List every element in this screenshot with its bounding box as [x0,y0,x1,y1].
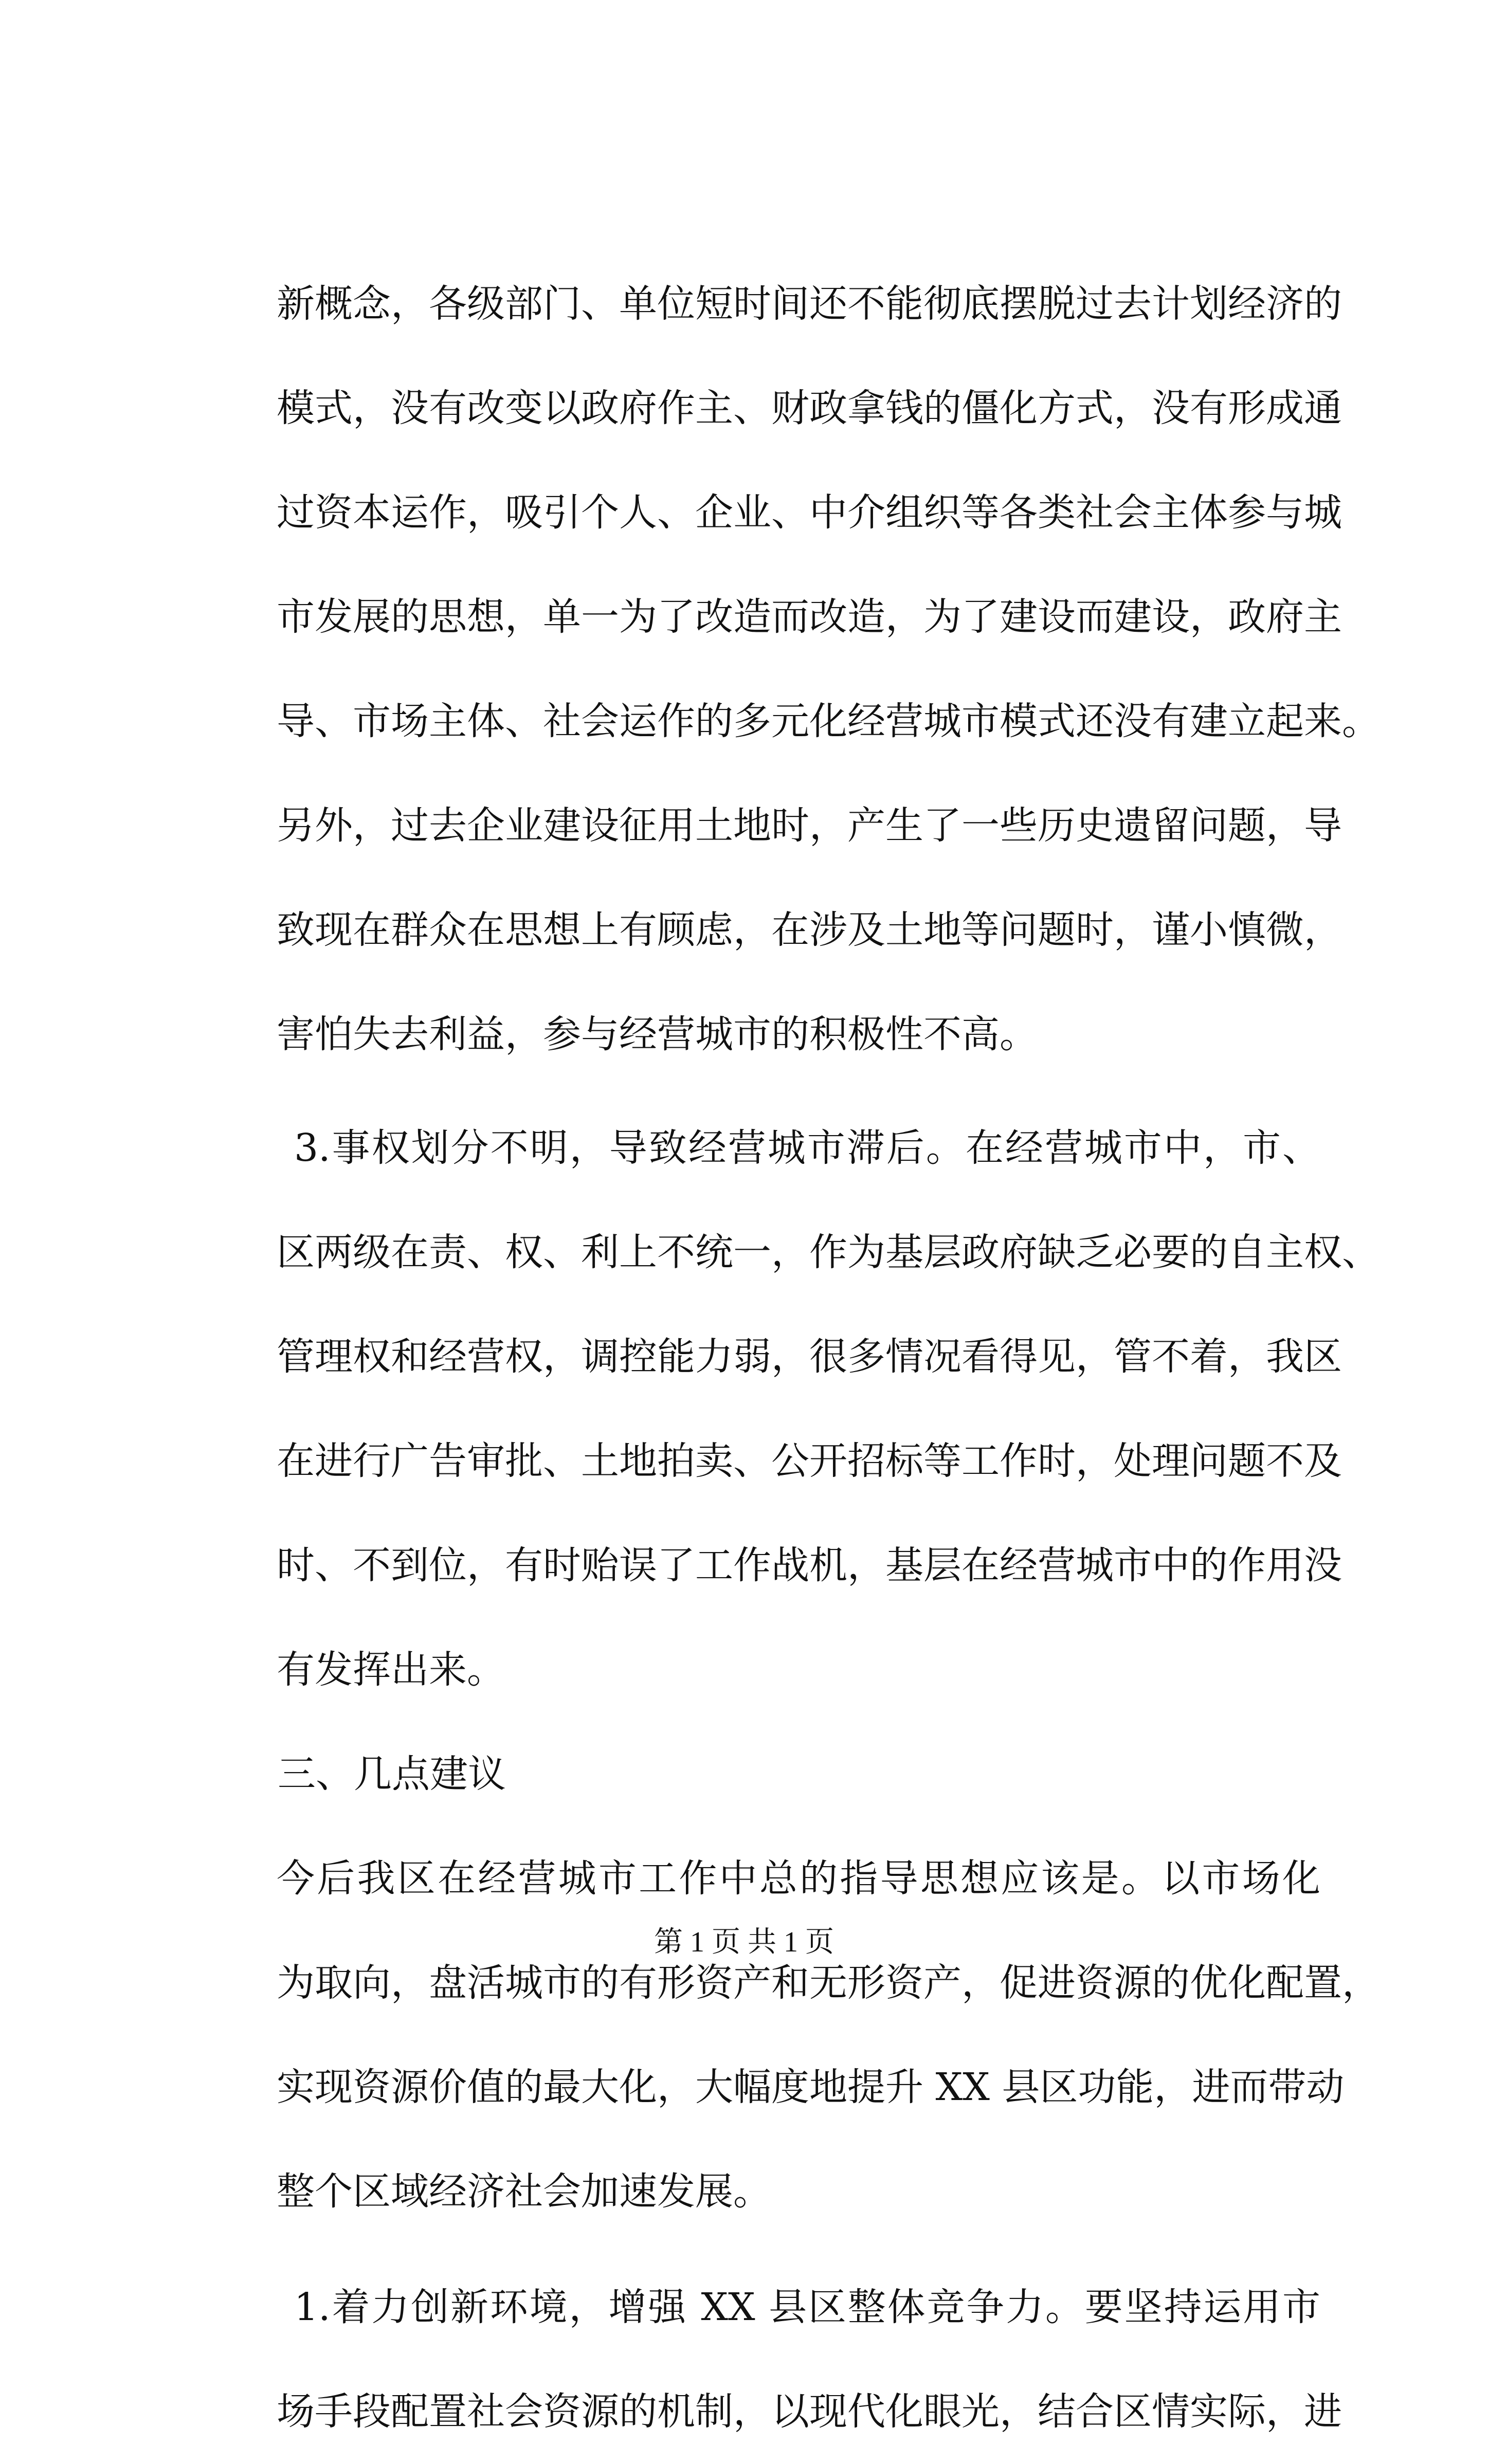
paragraph-2-line-1: 3.事权划分不明，导致经营城市滞后。在经营城市中，市、 [294,1126,1320,1170]
paragraph-1-line-2: 模式，没有改变以政府作主、财政拿钱的僵化方式，没有形成通 [277,386,1342,430]
paragraph-3-line-1: 今后我区在经营城市工作中总的指导思想应该是。以市场化 [277,1856,1320,1901]
paragraph-2-line-5: 时、不到位，有时贻误了工作战机，基层在经营城市中的作用没 [277,1543,1342,1587]
paragraph-2-line-6: 有发挥出来。 [277,1648,505,1692]
paragraph-1-line-4: 市发展的思想，单一为了改造而改造，为了建设而建设，政府主 [277,595,1342,639]
paragraph-3-line-3: 实现资源价值的最大化，大幅度地提升 XX 县区功能，进而带动 [277,2065,1345,2109]
paragraph-2-line-2: 区两级在责、权、利上不统一，作为基层政府缺乏必要的自主权、 [277,1230,1380,1274]
paragraph-3-line-2: 为取向，盘活城市的有形资产和无形资产，促进资源的优化配置， [277,1961,1380,2005]
paragraph-1-line-5: 导、市场主体、社会运作的多元化经营城市模式还没有建立起来。 [277,699,1380,743]
paragraph-3-line-4: 整个区域经济社会加速发展。 [277,2169,771,2214]
paragraph-2-line-3: 管理权和经营权，调控能力弱，很多情况看得见，管不着，我区 [277,1335,1342,1379]
paragraph-1-line-3: 过资本运作，吸引个人、企业、中介组织等各类社会主体参与城 [277,490,1342,535]
paragraph-4-line-1: 1.着力创新环境，增强 XX 县区整体竞争力。要坚持运用市 [294,2285,1320,2329]
section-heading: 三、几点建议 [278,1752,506,1796]
paragraph-1-line-7: 致现在群众在思想上有顾虑，在涉及土地等问题时，谨小慎微， [277,908,1342,952]
paragraph-1-line-6: 另外，过去企业建设征用土地时，产生了一些历史遗留问题，导 [277,804,1342,848]
document-body [277,252,1380,2464]
paragraph-1-line-1: 新概念，各级部门、单位短时间还不能彻底摆脱过去计划经济的 [277,282,1342,326]
paragraph-spacing [277,1087,1320,1096]
page-footer: 第 1 页 共 1 页 [654,1926,834,1958]
paragraph-1-line-8: 害怕失去利益，参与经营城市的积极性不高。 [277,1012,1038,1056]
paragraph-2-line-4: 在进行广告审批、土地拍卖、公开招标等工作时，处理问题不及 [277,1439,1342,1483]
paragraph-4-line-2: 场手段配置社会资源的机制，以现代化眼光，结合区情实际，进 [277,2389,1342,2434]
paragraph-spacing [277,2244,1320,2255]
